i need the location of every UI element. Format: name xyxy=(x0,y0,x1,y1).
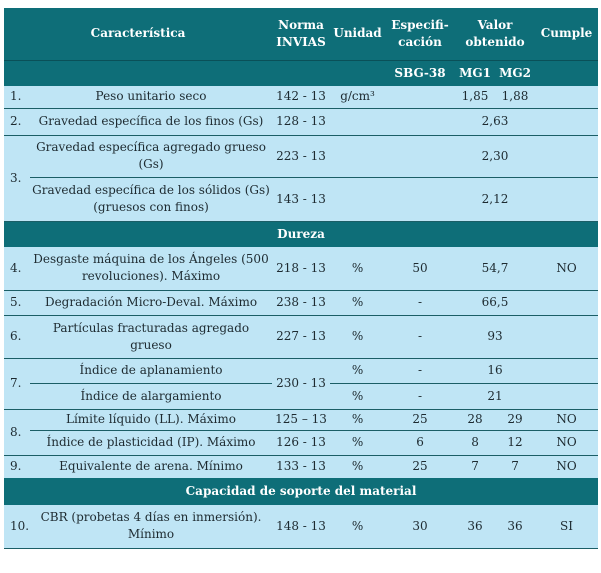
row-cumple xyxy=(535,108,598,135)
row-spec: 6 xyxy=(385,430,455,455)
row-name: Gravedad específica de los sólidos (Gs) (gruesos con finos) xyxy=(30,177,272,221)
subheader-row xyxy=(4,60,598,86)
row-unidad xyxy=(330,135,385,177)
row-num: 3. xyxy=(4,135,30,221)
row-name: Desgaste máquina de los Ángeles (500 revoluciones). Máximo xyxy=(30,247,272,290)
section-row xyxy=(4,221,598,247)
row-unidad: % xyxy=(330,358,385,383)
row-value: 2,30 xyxy=(455,135,535,177)
row-norma: 218 - 13 xyxy=(272,247,330,290)
row-value: 2,63 xyxy=(455,108,535,135)
row-mg2: 29 xyxy=(495,409,535,430)
row-cumple xyxy=(535,383,598,409)
row-norma: 148 - 13 xyxy=(272,505,330,548)
row-spec: - xyxy=(385,290,455,315)
table-row xyxy=(4,455,598,478)
row-num: 8. xyxy=(4,409,30,455)
row-cumple: NO xyxy=(535,430,598,455)
row-value: 21 xyxy=(455,383,535,409)
row-norma: 143 - 13 xyxy=(272,177,330,221)
col-cumple: Cumple xyxy=(535,8,598,60)
row-num: 10. xyxy=(4,505,30,548)
row-num: 5. xyxy=(4,290,30,315)
row-unidad: % xyxy=(330,315,385,358)
row-spec xyxy=(385,177,455,221)
row-spec: 30 xyxy=(385,505,455,548)
row-cumple xyxy=(535,358,598,383)
row-mg1: 36 xyxy=(455,505,495,548)
row-norma: 126 - 13 xyxy=(272,430,330,455)
section-capacidad: Capacidad de soporte del material xyxy=(4,478,598,505)
row-name: Gravedad específica agregado grueso (Gs) xyxy=(30,135,272,177)
row-value: 66,5 xyxy=(455,290,535,315)
row-mg2: 36 xyxy=(495,505,535,548)
row-spec: 25 xyxy=(385,409,455,430)
col-caracteristica: Característica xyxy=(4,8,272,60)
row-name: Peso unitario seco xyxy=(30,86,272,108)
row-num: 7. xyxy=(4,358,30,409)
row-cumple: SI xyxy=(535,505,598,548)
row-unidad xyxy=(330,177,385,221)
col-norma: Norma INVIAS xyxy=(272,8,330,60)
row-cumple xyxy=(535,86,598,108)
row-mg1: 8 xyxy=(455,430,495,455)
row-spec: 50 xyxy=(385,247,455,290)
row-norma: 142 - 13 xyxy=(272,86,330,108)
row-unidad: % xyxy=(330,505,385,548)
header-row xyxy=(4,8,598,60)
row-spec xyxy=(385,108,455,135)
section-row xyxy=(4,478,598,505)
row-cumple xyxy=(535,177,598,221)
row-spec: 25 xyxy=(385,455,455,478)
row-mg1: 28 xyxy=(455,409,495,430)
table-row xyxy=(4,409,598,430)
row-name: Índice de plasticidad (IP). Máximo xyxy=(30,430,272,455)
row-name: Degradación Micro-Deval. Máximo xyxy=(30,290,272,315)
row-mg2: 7 xyxy=(495,455,535,478)
table-row xyxy=(4,505,598,548)
section-dureza: Dureza xyxy=(4,221,598,247)
row-value: 54,7 xyxy=(455,247,535,290)
row-cumple: NO xyxy=(535,455,598,478)
table-row xyxy=(4,135,598,177)
row-unidad: % xyxy=(330,290,385,315)
characteristics-table xyxy=(4,8,598,549)
row-cumple xyxy=(535,290,598,315)
row-unidad: % xyxy=(330,409,385,430)
row-num: 4. xyxy=(4,247,30,290)
row-spec: - xyxy=(385,358,455,383)
row-spec: - xyxy=(385,383,455,409)
row-unidad xyxy=(330,108,385,135)
row-value: 16 xyxy=(455,358,535,383)
row-unidad: % xyxy=(330,383,385,409)
table-row xyxy=(4,430,598,455)
row-num: 2. xyxy=(4,108,30,135)
row-norma: 125 – 13 xyxy=(272,409,330,430)
row-name: Gravedad específica de los finos (Gs) xyxy=(30,108,272,135)
row-name: Índice de alargamiento xyxy=(30,383,272,409)
row-num: 6. xyxy=(4,315,30,358)
row-num: 9. xyxy=(4,455,30,478)
row-name: Límite líquido (LL). Máximo xyxy=(30,409,272,430)
row-cumple xyxy=(535,135,598,177)
row-cumple: NO xyxy=(535,247,598,290)
row-norma: 133 - 13 xyxy=(272,455,330,478)
row-name: Equivalente de arena. Mínimo xyxy=(30,455,272,478)
row-cumple xyxy=(535,315,598,358)
row-name: Partículas fracturadas agregado grueso xyxy=(30,315,272,358)
row-value: 2,12 xyxy=(455,177,535,221)
row-cumple: NO xyxy=(535,409,598,430)
col-unidad: Unidad xyxy=(330,8,385,60)
table-row xyxy=(4,108,598,135)
mg2-header: MG2 xyxy=(495,60,535,86)
row-mg2: 12 xyxy=(495,430,535,455)
row-norma: 128 - 13 xyxy=(272,108,330,135)
row-spec xyxy=(385,135,455,177)
table-row xyxy=(4,86,598,108)
row-norma: 227 - 13 xyxy=(272,315,330,358)
row-unidad: g/cm³ xyxy=(330,86,385,108)
mg1-header: MG1 xyxy=(455,60,495,86)
row-unidad: % xyxy=(330,455,385,478)
row-unidad: % xyxy=(330,247,385,290)
row-norma: 230 - 13 xyxy=(272,358,330,409)
table-row xyxy=(4,247,598,290)
row-spec xyxy=(385,86,455,108)
row-name: Índice de aplanamiento xyxy=(30,358,272,383)
table-row xyxy=(4,315,598,358)
row-value: 93 xyxy=(455,315,535,358)
table-row xyxy=(4,358,598,383)
row-spec: - xyxy=(385,315,455,358)
table-row xyxy=(4,290,598,315)
row-num: 1. xyxy=(4,86,30,108)
table-row xyxy=(4,177,598,221)
row-mg1: 7 xyxy=(455,455,495,478)
row-mg2: 1,88 xyxy=(495,86,535,108)
row-norma: 238 - 13 xyxy=(272,290,330,315)
row-name: CBR (probetas 4 días en inmersión). Mínimo xyxy=(30,505,272,548)
spec-sbg38: SBG-38 xyxy=(385,60,455,86)
row-mg1: 1,85 xyxy=(455,86,495,108)
col-especificacion: Especifi-cación xyxy=(385,8,455,60)
col-valor: Valor obtenido xyxy=(455,8,535,60)
row-unidad: % xyxy=(330,430,385,455)
row-norma: 223 - 13 xyxy=(272,135,330,177)
